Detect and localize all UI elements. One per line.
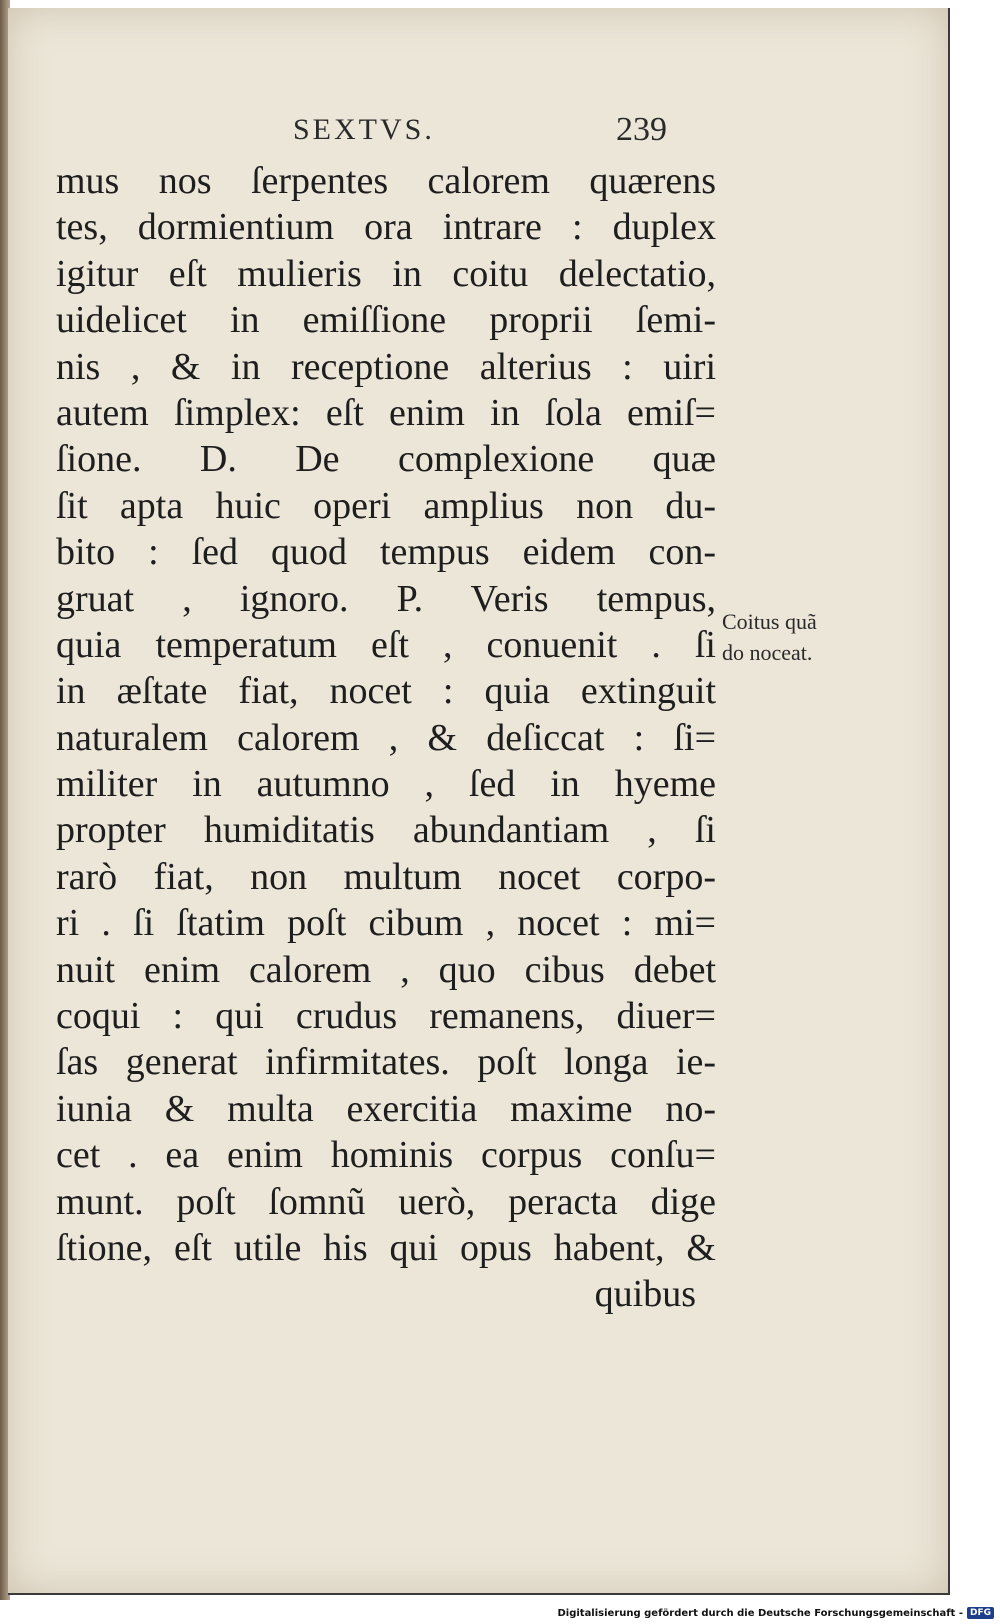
book-page <box>8 8 950 1595</box>
text-line: rarò fiat, non multum nocet corpo- <box>56 855 716 898</box>
text-line: militer in autumno , ſed in hyeme <box>56 763 716 806</box>
footer-credit: Digitalisierung gefördert durch die Deutsche Forschungsgemeinschaft - <box>557 1607 963 1619</box>
digitization-footer <box>557 1605 994 1621</box>
text-line: uidelicet in emiſſione proprii ſemi- <box>56 299 716 342</box>
text-line: ſit apta huic operi amplius non du- <box>56 484 716 527</box>
text-line: autem ſimplex: eſt enim in ſola emiſ= <box>56 391 716 434</box>
margin-note-line: do noceat. <box>722 640 813 665</box>
text-line: in æſtate fiat, nocet : quia extinguit <box>56 670 716 713</box>
text-line: coqui : qui crudus remanens, diuer= <box>56 995 716 1038</box>
text-line: tes, dormientium ora intrare : duplex <box>56 206 716 249</box>
text-line: naturalem calorem , & deſiccat : ſi= <box>56 716 716 759</box>
text-line: quia temperatum eſt , conuenit . ſi <box>56 623 716 666</box>
body-text <box>56 158 716 1318</box>
dfg-logo: DFG <box>967 1607 994 1619</box>
page-number: 239 <box>616 111 667 148</box>
text-line: ſione. D. De complexione quæ <box>56 438 716 481</box>
page-header <box>8 111 948 155</box>
text-line: gruat , ignoro. P. Veris tempus, <box>56 577 716 620</box>
text-line: munt. poſt ſomnũ uerò, peracta dige <box>56 1180 716 1223</box>
text-line: mus nos ſerpentes calorem quærens <box>56 160 716 202</box>
text-line: ſtione, eſt utile his qui opus habent, & <box>56 1226 716 1269</box>
text-line: propter humiditatis abundantiam , ſi <box>56 809 716 852</box>
text-line: ri . ſi ſtatim poſt cibum , nocet : mi= <box>56 902 716 945</box>
text-line: igitur eſt mulieris in coitu delectatio, <box>56 252 716 295</box>
text-line: nis , & in receptione alterius : uiri <box>56 345 716 388</box>
margin-note-line: Coitus quã <box>722 609 817 634</box>
text-line: ſas generat infirmitates. poſt longa ie- <box>56 1041 716 1084</box>
running-head: SEXTVS. <box>293 113 435 146</box>
text-line: iunia & multa exercitia maxime no- <box>56 1087 716 1130</box>
text-line: bito : ſed quod tempus eidem con- <box>56 531 716 574</box>
margin-note <box>722 606 862 668</box>
catchword: quibus <box>594 1273 696 1316</box>
text-line: nuit enim calorem , quo cibus debet <box>56 948 716 991</box>
text-line: cet . ea enim hominis corpus conſu= <box>56 1134 716 1177</box>
